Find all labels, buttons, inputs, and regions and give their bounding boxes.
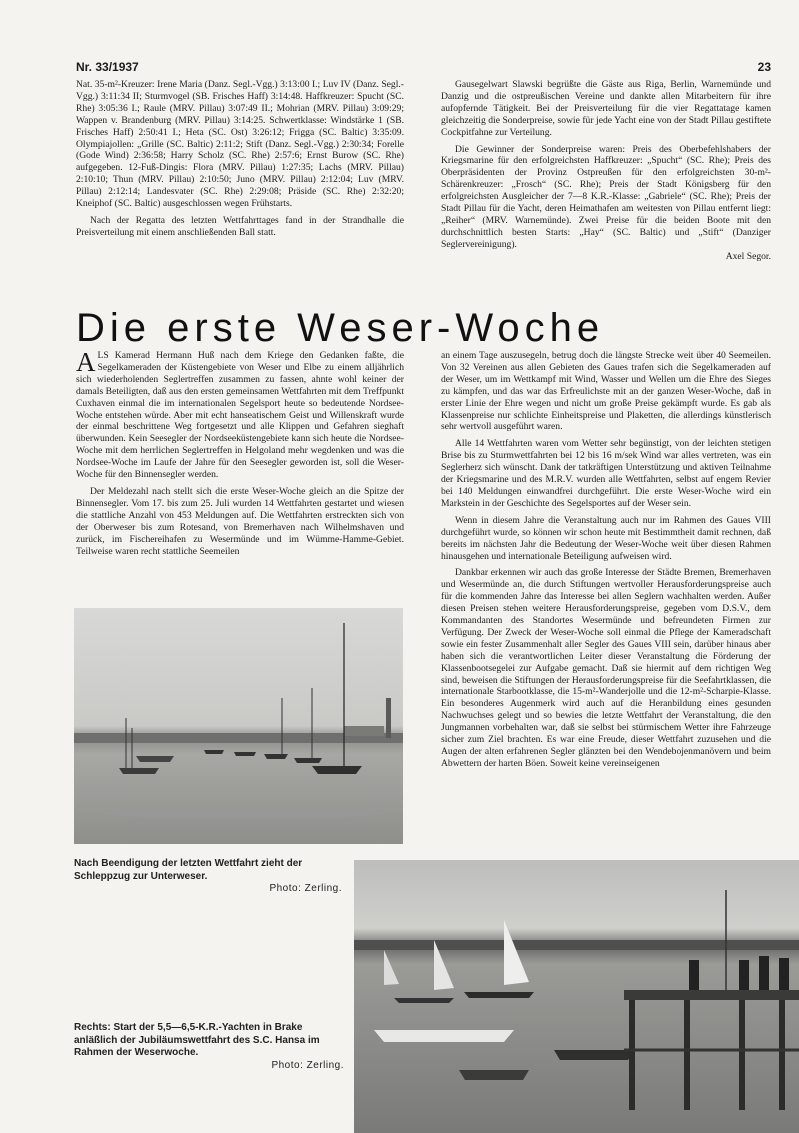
intro-paragraph (76, 347, 404, 481)
photo2-credit: Photo: Zerling. (271, 1059, 344, 1071)
author-signature: Axel Segor. (725, 250, 771, 262)
continuation-paragraph: an einem Tage auszusegeln, betrug doch die längste Strecke weit über 40 Seemeilen. Von 32 Vereinen aus allen Gebieten des Gaues trafen sich die Segelkameraden auf der Weser, um im Wettkampf mit Wind, Wasser und Wellen um die Ehre des Sieges zu kämpfen, und das war das Erfreulichste mit an der ganzen Weser-Woche, daß in erster Linie der Ehre wegen und nicht um große Preise gekämpft wurde. Es gab als Klassenpreise nur schlichte Einheitspreise und Plaketten, die allerdings künstlerisch sehr wertvoll ausgeführt waren. (441, 350, 771, 433)
tow-convoy-illustration (74, 608, 403, 844)
article-title: Die erste Weser-Woche (76, 306, 605, 350)
photo2-caption (74, 1022, 344, 1072)
photo1-caption-text: Nach Beendigung der letzten Wettfahrt zieht der Schleppzug zur Unterweser. (74, 858, 303, 882)
entries-paragraph: Der Meldezahl nach stellt sich die erste Weser-Woche gleich an die Spitze der Binnensegler. Vom 17. bis zum 25. Juli wurden 14 Wettfahrten gestartet und wiesen die stattliche Anzahl von 453 Meldungen auf. Die Wettfahrten erstreckten sich von der Oberweser bis zum Rotesand, von Bremerhaven nach Wilhelmshaven und zurück, im Fischereihafen zu Wesermünde und im Wümme-Hamme-Gebiet. Teilweise waren recht stattliche Seemeilen (76, 485, 404, 557)
greeting-paragraph: Gausegelwart Slawski begrüßte die Gäste aus Riga, Berlin, Warnemünde und Danzig und die ostpreußischen Vereine und dankte allen Mitarbeitern für ihre aufopfernde Tätigkeit. Bei der Preisverteilung für die vier Regattatage kamen gleichzeitig die Sonderpreise, sowie für jede Yacht eine von der Stadt Pillau gestiftete Cockpitfahne zur Verteilung. (441, 79, 771, 138)
drop-cap: A (76, 347, 96, 377)
photo2-caption-text: Rechts: Start der 5,5—6,5-K.R.-Yachten in Brake anläßlich der Jubiläumswettfahrt des S.C. Hansa im Rahmen der Weserwoche. (74, 1022, 320, 1058)
prize-ceremony-note: Nach der Regatta des letzten Wettfahrttages fand in der Strandhalle die Preisverteilung mit einem anschließenden Ball statt. (76, 214, 404, 238)
weather-paragraph: Alle 14 Wettfahrten waren vom Wetter sehr begünstigt, von der leichten stetigen Brise bis zu Sturmwettfahrten bei 12 bis 16 m/sek Wind war alles vertreten, was ein Seglerherz sich wünscht. Dank der tatkräftigen Unterstützung und aktiven Teilnahme der Kriegsmarine und des M.R.V. wurden alle Wettfahrten, selbst auf engem Revier bei 140 Meldungen einwandfrei durchgeführt. Die erste Weser-Woche wird ein Markstein in der Geschichte des Segelsportes auf der Weser sein. (441, 438, 771, 509)
photo1-caption (74, 858, 342, 896)
results-column-left (76, 79, 404, 239)
yacht-start-illustration (354, 860, 799, 1133)
article-column-right (441, 350, 771, 770)
photo1-credit: Photo: Zerling. (269, 883, 342, 894)
page-number: 23 (757, 60, 771, 74)
special-prizes-paragraph: Die Gewinner der Sonderpreise waren: Preis des Oberbefehlshabers der Kriegsmarine für den erfolgreichsten Haffkreuzer: „Spucht“ (SC. Rhe); Preis des Oberpräsidenten der Provinz Ostpreußen für den erfolgreichsten 30-m²-Schärenkreuzer: „Frosch“ (SC. Rhe); Preis der Stadt Königsberg für den erfolgreichsten Ausgleicher der 7—8 K.R.-Klasse: „Gabriele“ (SC. Rhe); Preis der Stadt Pillau für die Yacht, deren Heimathafen am weitesten von Pillau entfernt liegt: „Reiher“ (MRV. Warnemünde). Zwei Preise für die beiden Boote mit den durchschnittlich besten Starts: „Hay“ (SC. Baltic) und „Stift“ (Danziger Seglervereinigung). (441, 143, 771, 250)
results-column-right (441, 79, 771, 263)
thanks-paragraph: Dankbar erkennen wir auch das große Interesse der Städte Bremen, Bremerhaven und Wesermünde an, die durch Stiftungen wertvoller Herausforderungspreise auch für die kommenden Jahre das Interesse bei allen Seglern wachhalten werden. Außer diesen Preisen stehen weitere Herausforderungspreise, gegeben vom D.S.V., dem Kommandanten des Standortes Wesermünde und befreundeten Firmen zur Verfügung. Der Zweck der Weser-Woche soll einmal die Pflege der Kameradschaft sowie ein fester Zusammenhalt aller Segler des Gaues VIII sein, darüber hinaus aber haben sich die verantwortlichen Leiter dieser Veranstaltung die Förderung der Klassenbootsegelei zur Aufgabe gemacht. Daß sie hiermit auf dem richtigen Weg sind, beweisen die Stiftungen der Herausforderungspreise für die Seefahrtklassen, die internationale Starbootklasse, die 15-m²-Wanderjolle und die 12-m²-Scharpie-Klasse. Ein besonderes Augenmerk wird auch auf die Heranbildung eines gesunden Nachwuchses gelegt und so bewies die letzte Wettfahrt der Veranstaltung, die den Jungmannen vorbehalten war, daß sie selbst bei stürmischem Wetter ihre Fahrzeuge sicher zum Ziel brachten. Es war eine Freude, dieser Wettfahrt zuzusehen und die Augen der alten erfahrenen Segler glänzten bei den Wendebojenmanövern und beim Abwettern der harten Böen. Soweit keine vereinseigenen (441, 567, 771, 769)
issue-number: Nr. 33/1937 (76, 60, 139, 74)
outlook-paragraph: Wenn in diesem Jahre die Veranstaltung auch nur im Rahmen des Gaues VIII durchgeführt wurde, so können wir schon heute mit Bestimmtheit damit rechnen, daß bereits im nächsten Jahr die Bedeutung der Weser-Woche weit über diesen Rahmen hinausgehen und internationale Beteiligung aufweisen wird. (441, 514, 771, 562)
yacht-start-photo (354, 860, 799, 1133)
article-column-left (76, 347, 404, 557)
tow-convoy-photo (74, 608, 403, 844)
regatta-results: Nat. 35-m²-Kreuzer: Irene Maria (Danz. Segl.-Vgg.) 3:13:00 I.; Luv IV (Danz. Segl.-Vgg.) 3:11:34 II; Sturmvogel (SB. Frisches Haff) 3:14:48. Haffkreuzer: Spucht (SC. Rhe) 3:05:36 I.; Raule (MRV. Pillau) 3:07:49 II.; Mohrian (MRV. Pillau) 3:09:29; Wappen v. Brandenburg (MRV. Pillau) 3:14:25. Schwertklasse: Windstärke 1 (SB. Frisches Haff) 2:50:41 I.; Heta (SC. Ost) 3:26:12; Frigga (SC. Baltic) 3:35:09. Olympiajollen: „Grille (SC. Baltic) 2:11:2; Stift (Danz. Segl.-Vgg.) 2:30:34; Forelle (Gode Wind) 2:36:58; Harry Scholz (SC. Rhe) 2:57:6; Ernst Burow (SC. Rhe) aufgegeben. 12-Fuß-Dingis: Flora (MRV. Pillau) 1:27:35; Lachs (MRV. Pillau) 2:10:10; Thun (MRV. Pillau) 2:10:50; Juno (MRV. Pillau) 2:12:04; Luv (MRV. Pillau) 2:12:14; Landesvater (SC. Rhe) 2:29:08; Präside (SC. Rhe) 2:32:20; Kneiphof (SC. Baltic) ausgeschlossen wegen Frühstarts. (76, 79, 404, 210)
intro-text: LS Kamerad Hermann Huß nach dem Kriege den Gedanken faßte, die Segelkameraden der Küstengebiete von Weser und Elbe zu einem alljährlich sich wiederholenden Seglertreffen zusammen zu fassen, ahnte wohl keiner der damals Beteiligten, daß aus den ersten gemeinsamen Wettfahrten mit dem Treffpunkt Cuxhaven einmal die im internationalen Segelsport heute so bedeutende Nordsee-Woche entstehen würde. Aber mit echt hanseatischem Geist und Willenskraft wurde der einmal beschrittene Weg fortgesetzt und alle Klippen und Gefahren sieghaft überwunden. Kein Seesegler der Nordseeküstengebiete kann sich heute die Nordsee-Woche mit dem herrlichen Seglertreffen in Helgoland mehr wegdenken und was die Nordsee-Woche im Laufe der Jahre für den Seesegler geworden ist, soll die Weser-Woche für den Binnensegler werden. (76, 350, 404, 481)
